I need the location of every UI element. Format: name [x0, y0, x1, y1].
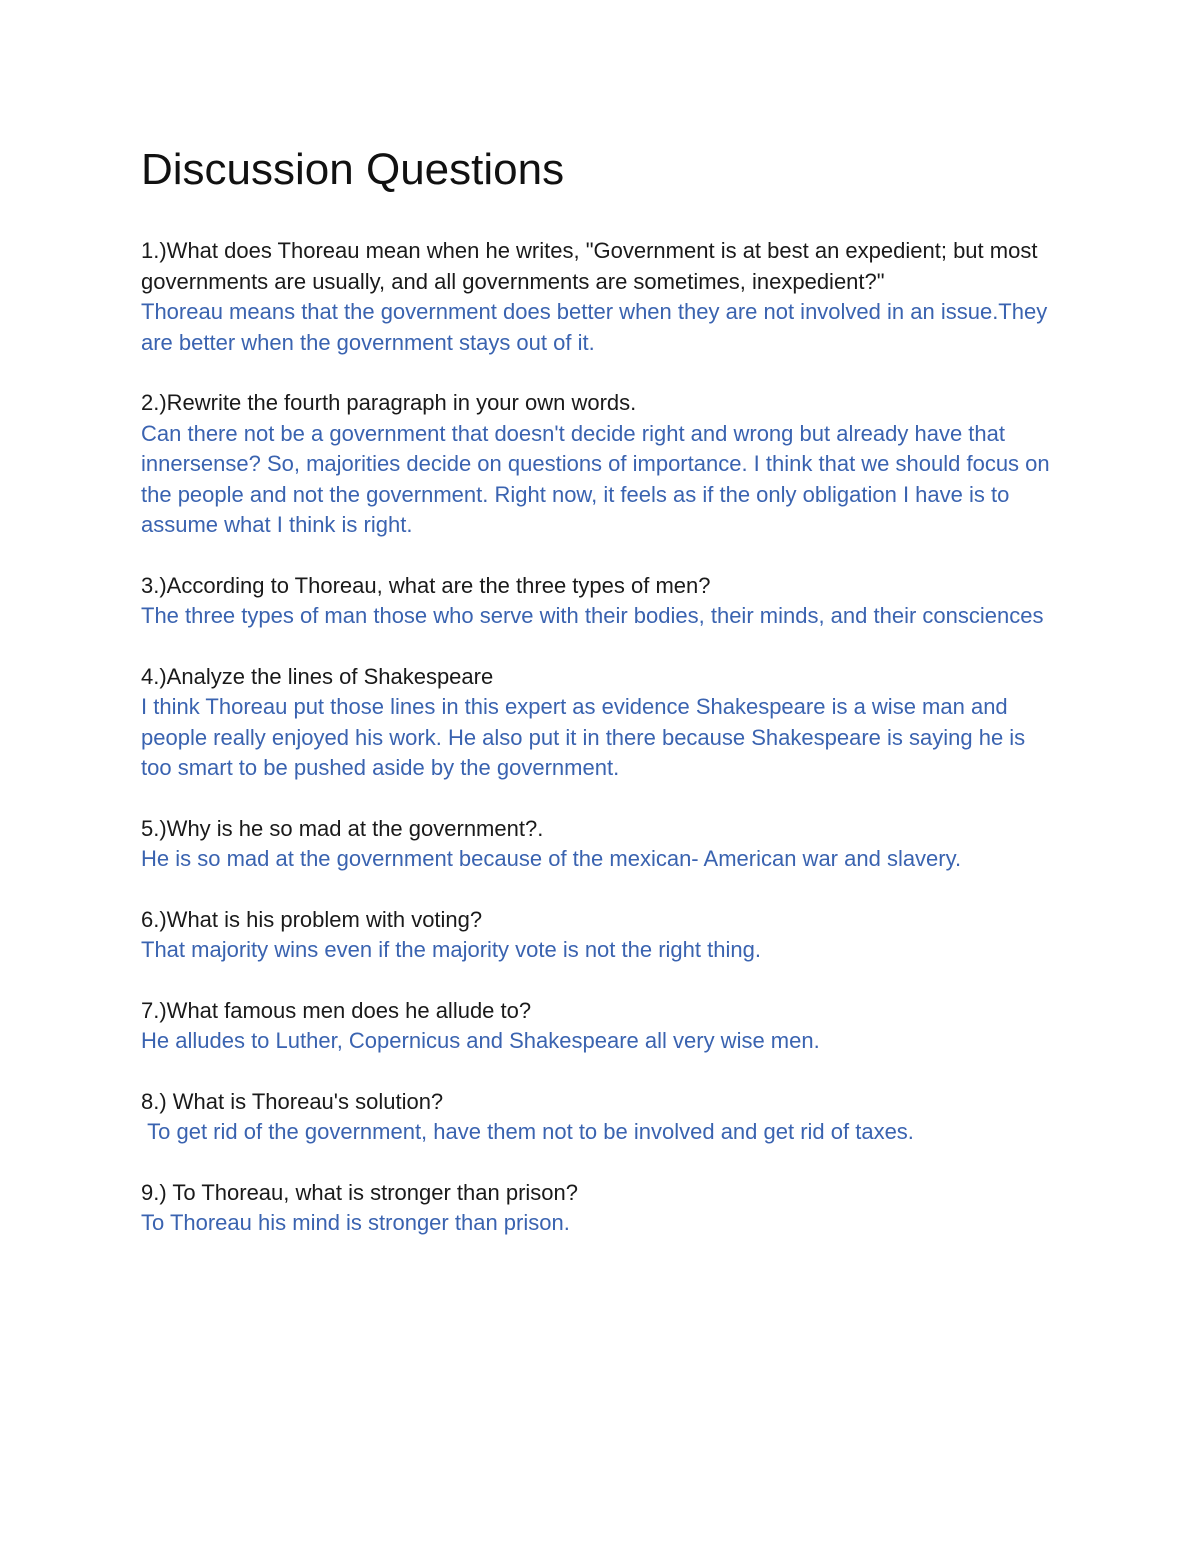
answer-text: The three types of man those who serve with their bodies, their minds, and their consciences — [141, 603, 1044, 628]
question-text: 2.)Rewrite the fourth paragraph in your own words. — [141, 390, 637, 415]
answer-text: To Thoreau his mind is stronger than prison. — [141, 1210, 570, 1235]
answer-text: Can there not be a government that doesn't decide right and wrong but already have that innersense? So, majorities decide on questions of importance. I think that we should focus on the people and not the government. Right now, it feels as if the only obligation I have is to assume what I think is right. — [141, 420, 1050, 537]
question-text: 4.)Analyze the lines of Shakespeare — [141, 663, 494, 689]
qa-item-6 — [141, 905, 1061, 966]
question-text: 3.)According to Thoreau, what are the three types of men? — [141, 572, 711, 598]
answer-text: I think Thoreau put those lines in this expert as evidence Shakespeare is a wise man and people really enjoyed his work. He also put it in there because Shakespeare is saying he is too smart to be pushed aside by the government. — [141, 694, 1026, 780]
answer-text: Thoreau means that the government does better when they are not involved in an issue.They are better when the government stays out of it. — [141, 299, 1048, 355]
qa-item-9 — [141, 1178, 1061, 1239]
question-text: 7.)What famous men does he allude to? — [141, 997, 532, 1023]
question-text: 5.)Why is he so mad at the government?. — [141, 815, 544, 841]
qa-item-4 — [141, 662, 1061, 784]
answer-text: He alludes to Luther, Copernicus and Shakespeare all very wise men. — [141, 1028, 820, 1053]
question-text: 1.)What does Thoreau mean when he writes, "Government is at best an expedient; but most governments are usually, and all governments are sometimes, inexpedient?" — [141, 238, 1038, 294]
page-title: Discussion Questions — [141, 145, 565, 194]
qa-item-2 — [141, 388, 1061, 541]
answer-text: To get rid of the government, have them not to be involved and get rid of taxes. — [141, 1119, 914, 1144]
answer-text: That majority wins even if the majority vote is not the right thing. — [141, 937, 761, 962]
qa-item-8 — [141, 1087, 1061, 1148]
qa-item-7 — [141, 996, 1061, 1057]
document-page — [141, 138, 1061, 1269]
question-text: 9.) To Thoreau, what is stronger than prison? — [141, 1179, 578, 1205]
qa-item-3 — [141, 571, 1061, 632]
question-text: 6.)What is his problem with voting? — [141, 906, 483, 932]
answer-text: He is so mad at the government because of the mexican- American war and slavery. — [141, 846, 962, 871]
question-text: 8.) What is Thoreau's solution? — [141, 1088, 444, 1114]
qa-item-5 — [141, 814, 1061, 875]
qa-item-1 — [141, 236, 1061, 358]
